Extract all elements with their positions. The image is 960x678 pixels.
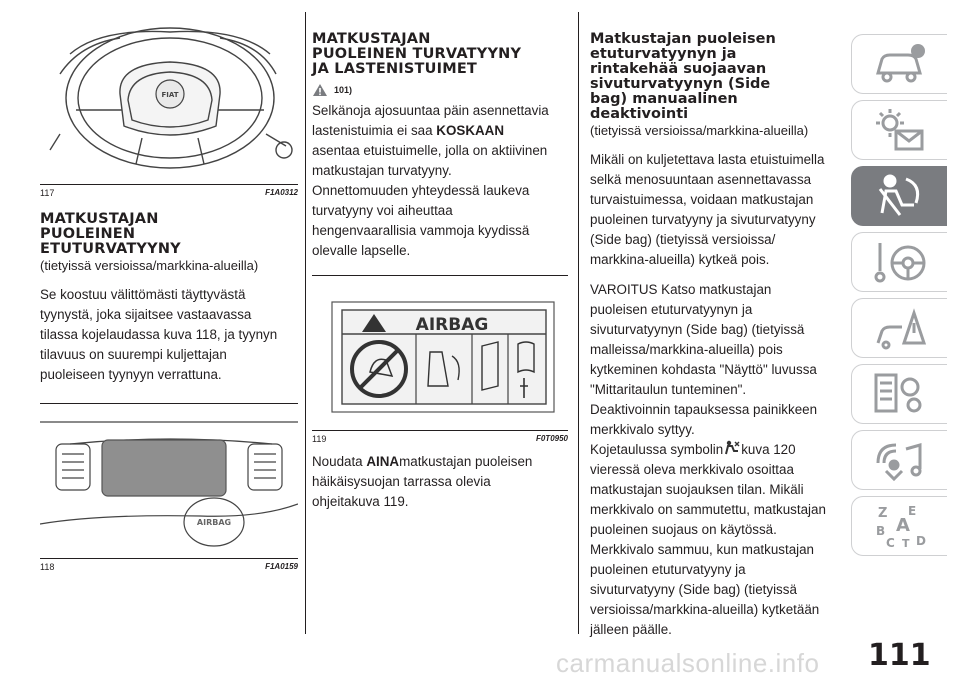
warning-lights-icon [870, 105, 930, 155]
body-paragraph-warning: VAROITUS Katso matkustajan puoleisen etuturvatyynyn ja sivuturvatyynyn (Side bag) (tietyissä malleissa/markkina-alueilla) pois kytkeminen kohdasta "Näyttö" luvussa "Mittaritaulun tunteminen". Deaktivoinnin tapauksessa painikkeen merkkivalo syttyy. Kojetaulussa symbolin kuva 120 vieressä oleva merkkivalo osoittaa matkustajan suojauksen tilan. Mikäli merkkivalo on sammutettu, matkustajan puoleinen suojaus on käytössä. Merkkivalo sammuu, kun matkustajan puoleinen etuturvatyyny ja sivuturvatyyny (Side bag) (tietyissä versioissa/markkina-alueilla) kytketään jälleen päälle. [590, 282, 826, 637]
body-paragraph-child-seats: Selkänoja ajosuuntaa päin asennettavia lastenistuimia ei saa KOSKAAN asentaa etuistuimelle, jolla on aktiivinen matkustajan turvatyyny. Onnettomuuden yhteydessä laukeva turvatyyny voi aiheuttaa hengenvaarallisia vammoja kyydissä olevalle lapselle. [312, 103, 549, 258]
body-paragraph-visor: Noudata AINAmatkustajan puoleisen häikäisysuojan tarrassa olevia ohjeitakuva 119. [312, 454, 533, 509]
figure-118 [40, 403, 298, 559]
column-2 [312, 14, 568, 512]
page-number: 111 [868, 638, 931, 673]
tab-warning-lights[interactable] [851, 100, 947, 160]
heading-child-seats: MATKUSTAJAN PUOLEINEN TURVATYYNY JA LASTENISTUIMET [312, 31, 522, 77]
column-divider-1 [305, 12, 306, 634]
warning-reference: 101) [312, 83, 568, 97]
tab-index[interactable] [851, 496, 947, 556]
column-3 [590, 14, 842, 640]
emergency-icon [870, 303, 930, 353]
figure-119-caption [312, 431, 568, 444]
svg-text:A: A [895, 515, 910, 536]
airbag-off-symbol-icon [723, 440, 741, 456]
tab-safety[interactable] [851, 166, 947, 226]
multimedia-icon [870, 435, 930, 485]
figure-119-code: F0T0950 [535, 434, 568, 443]
svg-text:Z: Z [877, 506, 887, 521]
column-1 [40, 14, 298, 572]
watermark: carmanualsonline.info [556, 648, 820, 678]
steering-wheel-illustration [40, 14, 298, 184]
fiat-emblem: FIAT [161, 91, 179, 99]
chapter-tabs [851, 34, 947, 562]
maintenance-icon [870, 369, 930, 419]
sun-visor-label-illustration [312, 276, 568, 430]
figure-118-caption [40, 559, 298, 572]
body-paragraph-1: Se koostuu välittömästi täyttyvästä tyynystä, joka sijaitsee vastaavassa tilassa kojelaudassa kuva 118, ja tyynyn tilavuus on suurempi kuljettajan puoleiseen tyynyyn verrattuna. [40, 287, 278, 382]
svg-text:C: C [885, 536, 895, 550]
figure-118-number: 118 [40, 562, 55, 572]
dashboard-airbag-illustration [40, 404, 298, 558]
figure-119 [312, 275, 568, 431]
body-paragraph-child-rearward: Mikäli on kuljetettava lasta etuistuimella selkä menosuuntaan asennettavassa turvaistuimessa, voidaan matkustajan puoleinen turvatyyny ja sivuturvatyyny (Side bag) (tietyissä versioissa/ markkina-alueilla) kytkeä pois. [590, 152, 825, 267]
heading-manual-deactivation: Matkustajan puoleisen etuturvatyynyn ja rintakehää suojaavan sivuturvatyynyn (Side bag) manuaalinen deaktivointi [590, 31, 776, 122]
svg-text:E: E [907, 504, 916, 518]
starting-driving-icon [870, 237, 930, 287]
figure-117 [40, 14, 298, 185]
tab-emergency[interactable] [851, 298, 947, 358]
figure-119-number: 119 [312, 434, 327, 444]
tab-maintenance[interactable] [851, 364, 947, 424]
subtitle-versions: (tietyissä versioissa/markkina-alueilla) [40, 258, 259, 273]
warning-triangle-icon [312, 83, 328, 97]
airbag-safety-icon [870, 171, 930, 221]
subtitle-versions-2: (tietyissä versioissa/markkina-alueilla) [590, 123, 809, 138]
airbag-warning-label: AIRBAG [415, 315, 489, 335]
heading-passenger-airbag: MATKUSTAJAN PUOLEINEN ETUTURVATYYNY [40, 211, 181, 257]
tab-car-info[interactable] [851, 34, 947, 94]
svg-text:B: B [875, 524, 885, 538]
tab-starting-driving[interactable] [851, 232, 947, 292]
figure-117-code: F1A0312 [265, 188, 298, 197]
tab-multimedia[interactable] [851, 430, 947, 490]
car-info-icon [870, 39, 930, 89]
svg-text:T: T [901, 537, 910, 550]
figure-117-caption [40, 185, 298, 198]
airbag-label: AIRBAG [196, 518, 232, 527]
column-divider-2 [578, 12, 579, 634]
svg-text:D: D [915, 534, 926, 548]
figure-118-code: F1A0159 [265, 562, 298, 571]
figure-117-number: 117 [40, 188, 55, 198]
index-icon [870, 501, 930, 551]
